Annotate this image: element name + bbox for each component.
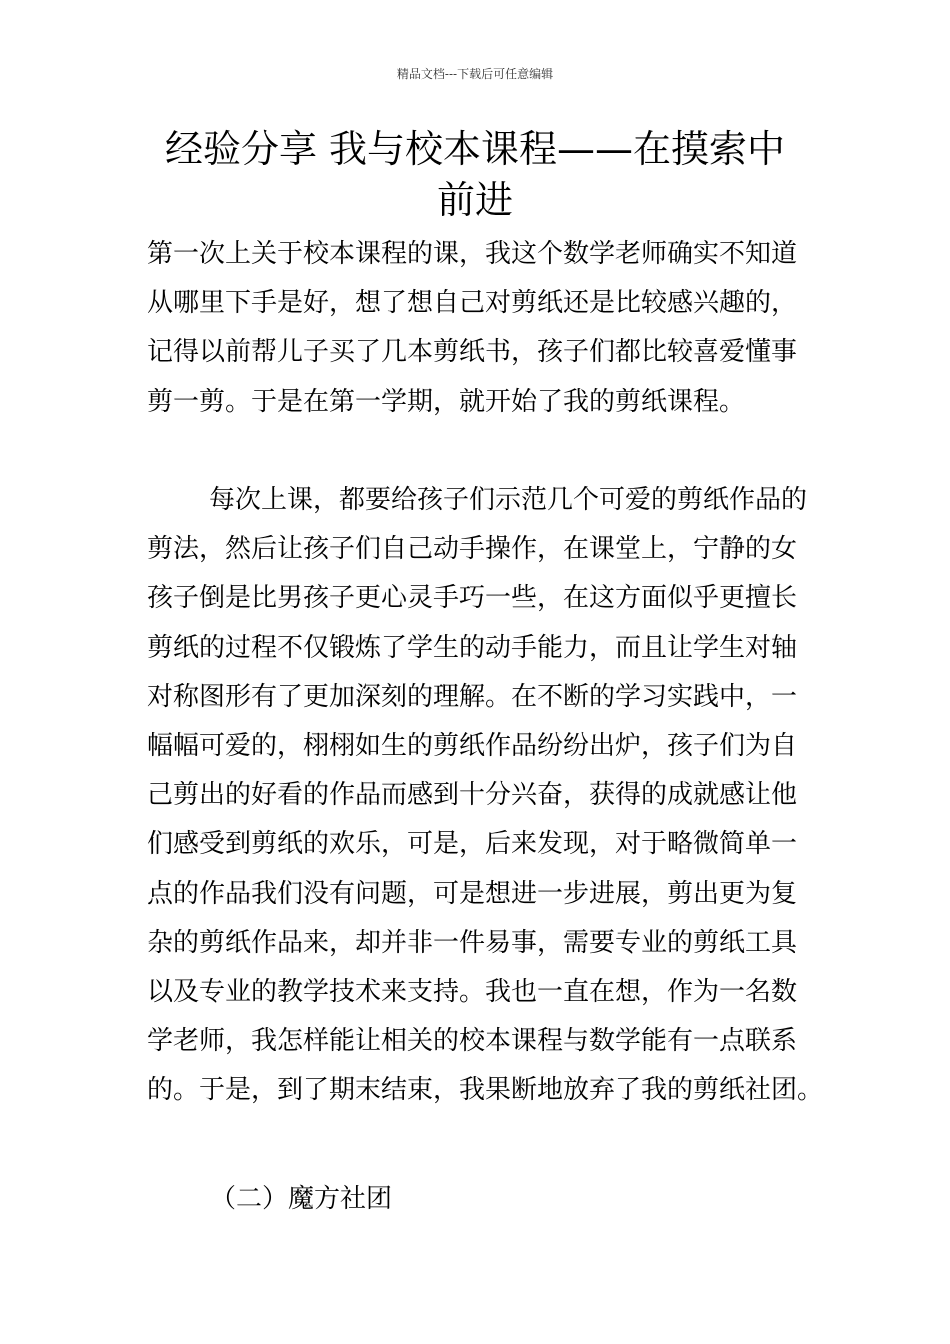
paragraph-line: 每次上课，都要给孩子们示范几个可爱的剪纸作品的 (209, 485, 808, 515)
paragraph-line: 以及专业的教学技术来支持。我也一直在想，作为一名数 (147, 977, 798, 1008)
paragraph-line: 剪法，然后让孩子们自己动手操作，在课堂上，宁静的女 (147, 534, 798, 565)
paragraph-line: 从哪里下手是好，想了想自己对剪纸还是比较感兴趣的， (147, 288, 798, 319)
paragraph-2 (147, 476, 824, 1116)
paragraph-line: 学老师，我怎样能让相关的校本课程与数学能有一点联系 (147, 1026, 798, 1057)
paragraph-line: 孩子倒是比男孩子更心灵手巧一些，在这方面似乎更擅长 (147, 583, 798, 614)
paragraph-line: 点的作品我们没有问题，可是想进一步进展，剪出更为复 (147, 878, 798, 909)
document-title (100, 124, 850, 226)
paragraph-line: 杂的剪纸作品来，却并非一件易事，需要专业的剪纸工具 (147, 927, 798, 958)
paragraph-line: 对称图形有了更加深刻的理解。在不断的学习实践中，一 (147, 681, 798, 712)
section-heading: （二）魔方社团 (210, 1184, 393, 1214)
paragraph-line: 的。于是，到了期末结束，我果断地放弃了我的剪纸社团。 (147, 1075, 824, 1106)
paragraph-line: 幅幅可爱的，栩栩如生的剪纸作品纷纷出炉，孩子们为自 (147, 731, 798, 762)
title-line-2: 前进 (436, 178, 513, 222)
document-header-note: 精品文档---下载后可任意编辑 (396, 67, 554, 81)
paragraph-line: 剪一剪。于是在第一学期，就开始了我的剪纸课程。 (147, 386, 746, 417)
paragraph-line: 剪纸的过程不仅锻炼了学生的动手能力，而且让学生对轴 (147, 632, 798, 663)
paragraph-line: 第一次上关于校本课程的课，我这个数学老师确实不知道 (147, 239, 798, 269)
paragraph-line: 记得以前帮儿子买了几本剪纸书，孩子们都比较喜爱懂事 (147, 337, 798, 368)
paragraph-1 (147, 230, 807, 427)
paragraph-line: 们感受到剪纸的欢乐，可是，后来发现，对于略微简单一 (147, 829, 798, 860)
paragraph-line: 己剪出的好看的作品而感到十分兴奋，获得的成就感让他 (147, 780, 798, 811)
title-line-1: 经验分享 我与校本课程——在摸索中 (164, 127, 786, 171)
